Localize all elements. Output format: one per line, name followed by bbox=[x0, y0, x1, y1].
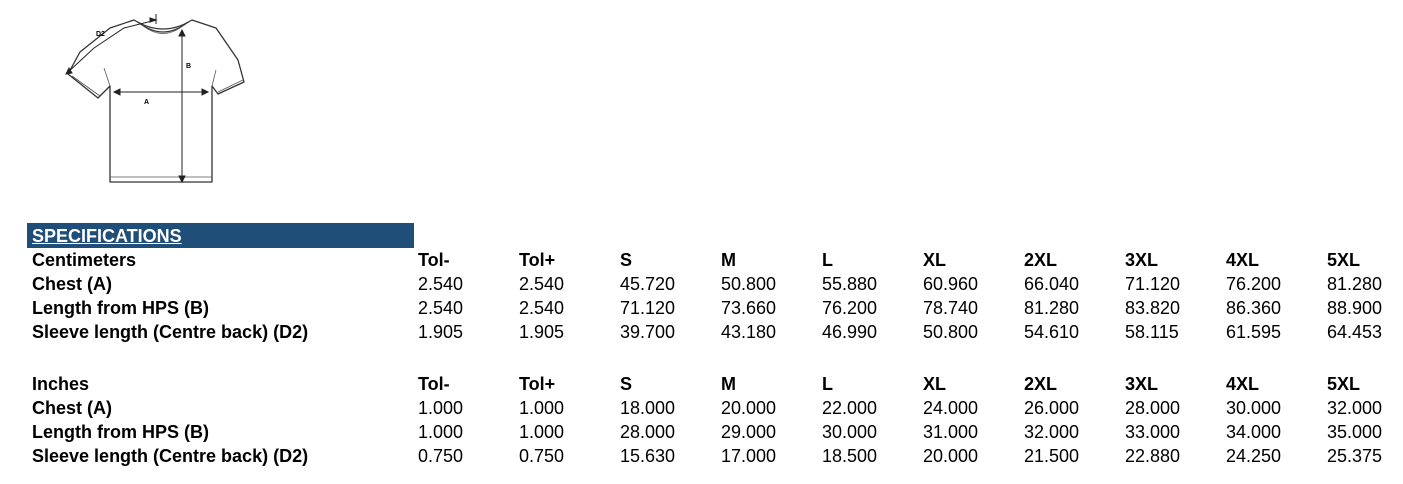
table-cell: 28.000 bbox=[1125, 398, 1181, 418]
column-header: XL bbox=[923, 374, 947, 394]
column-header: 5XL bbox=[1327, 374, 1361, 394]
table-cell: 73.660 bbox=[721, 298, 777, 318]
table-cell: 25.375 bbox=[1327, 446, 1383, 466]
column-header: S bbox=[620, 250, 633, 270]
table-cell: 32.000 bbox=[1024, 422, 1080, 442]
table-cell: 22.000 bbox=[822, 398, 878, 418]
specifications-header bbox=[27, 223, 414, 248]
table-cell: 1.000 bbox=[418, 422, 464, 442]
row-label: Chest (A) bbox=[32, 274, 112, 294]
column-header: 4XL bbox=[1226, 250, 1260, 270]
table-row bbox=[0, 320, 1403, 344]
tshirt-outline bbox=[68, 20, 244, 182]
column-header: 5XL bbox=[1327, 250, 1361, 270]
unit-label-in: Inches bbox=[32, 374, 90, 394]
table-cell: 30.000 bbox=[822, 422, 878, 442]
table-cell: 34.000 bbox=[1226, 422, 1282, 442]
table-cell: 24.000 bbox=[923, 398, 979, 418]
table-row bbox=[0, 396, 1403, 420]
table-cell: 17.000 bbox=[721, 446, 777, 466]
table-cell: 64.453 bbox=[1327, 322, 1383, 342]
table-cell: 2.540 bbox=[519, 298, 565, 318]
table-cell: 78.740 bbox=[923, 298, 979, 318]
table-cell: 20.000 bbox=[721, 398, 777, 418]
table-cell: 83.820 bbox=[1125, 298, 1181, 318]
table-cell: 31.000 bbox=[923, 422, 979, 442]
table-cell: 15.630 bbox=[620, 446, 676, 466]
label-d2: D2 bbox=[96, 31, 105, 38]
row-label: Length from HPS (B) bbox=[32, 298, 209, 318]
table-cell: 60.960 bbox=[923, 274, 979, 294]
table-cell: 2.540 bbox=[418, 274, 464, 294]
row-label: Sleeve length (Centre back) (D2) bbox=[32, 322, 309, 342]
column-header: 2XL bbox=[1024, 374, 1058, 394]
table-cell: 0.750 bbox=[418, 446, 464, 466]
table-cell: 55.880 bbox=[822, 274, 878, 294]
table-cell: 1.000 bbox=[418, 398, 464, 418]
table-cell: 39.700 bbox=[620, 322, 676, 342]
column-header: S bbox=[620, 374, 633, 394]
table-cell: 1.000 bbox=[519, 398, 565, 418]
table-cell: 1.905 bbox=[519, 322, 565, 342]
table-cell: 1.905 bbox=[418, 322, 464, 342]
specifications-title: SPECIFICATIONS bbox=[32, 226, 182, 246]
label-a: A bbox=[144, 99, 150, 106]
table-row bbox=[0, 444, 1403, 468]
tshirt-measurement-diagram bbox=[58, 12, 258, 190]
table-cell: 81.280 bbox=[1327, 274, 1383, 294]
table-cell: 54.610 bbox=[1024, 322, 1080, 342]
column-header: 3XL bbox=[1125, 250, 1159, 270]
column-header: Tol- bbox=[418, 374, 450, 394]
label-b: B bbox=[186, 63, 192, 70]
table-cell: 22.880 bbox=[1125, 446, 1181, 466]
table-cell: 33.000 bbox=[1125, 422, 1181, 442]
unit-label-cm: Centimeters bbox=[32, 250, 137, 270]
table-cell: 21.500 bbox=[1024, 446, 1080, 466]
table-cell: 2.540 bbox=[418, 298, 464, 318]
table-cell: 76.200 bbox=[822, 298, 878, 318]
table-cell: 1.000 bbox=[519, 422, 565, 442]
column-header: 2XL bbox=[1024, 250, 1058, 270]
table-cell: 61.595 bbox=[1226, 322, 1282, 342]
table-cell: 18.000 bbox=[620, 398, 676, 418]
table-cell: 18.500 bbox=[822, 446, 878, 466]
table-cell: 35.000 bbox=[1327, 422, 1383, 442]
column-header: Tol- bbox=[418, 250, 450, 270]
table-header-cm bbox=[0, 248, 1403, 272]
row-label: Length from HPS (B) bbox=[32, 422, 209, 442]
table-row bbox=[0, 420, 1403, 444]
column-header: 3XL bbox=[1125, 374, 1159, 394]
table-row bbox=[0, 272, 1403, 296]
table-cell: 24.250 bbox=[1226, 446, 1282, 466]
table-cell: 28.000 bbox=[620, 422, 676, 442]
column-header: M bbox=[721, 250, 736, 270]
table-cell: 50.800 bbox=[721, 274, 777, 294]
table-cell: 30.000 bbox=[1226, 398, 1282, 418]
table-cell: 32.000 bbox=[1327, 398, 1383, 418]
column-header: Tol+ bbox=[519, 250, 556, 270]
table-cell: 50.800 bbox=[923, 322, 979, 342]
table-cell: 71.120 bbox=[620, 298, 676, 318]
table-header-in bbox=[0, 372, 1403, 396]
table-cell: 20.000 bbox=[923, 446, 979, 466]
column-header: L bbox=[822, 374, 833, 394]
table-cell: 58.115 bbox=[1125, 322, 1179, 342]
table-cell: 81.280 bbox=[1024, 298, 1080, 318]
column-header: M bbox=[721, 374, 736, 394]
table-cell: 26.000 bbox=[1024, 398, 1080, 418]
column-header: Tol+ bbox=[519, 374, 556, 394]
row-label: Sleeve length (Centre back) (D2) bbox=[32, 446, 309, 466]
table-cell: 86.360 bbox=[1226, 298, 1282, 318]
row-label: Chest (A) bbox=[32, 398, 112, 418]
table-cell: 71.120 bbox=[1125, 274, 1181, 294]
column-header: 4XL bbox=[1226, 374, 1260, 394]
table-cell: 46.990 bbox=[822, 322, 878, 342]
table-cell: 0.750 bbox=[519, 446, 565, 466]
table-row bbox=[0, 296, 1403, 320]
table-cell: 66.040 bbox=[1024, 274, 1080, 294]
column-header: XL bbox=[923, 250, 947, 270]
column-header: L bbox=[822, 250, 833, 270]
table-cell: 76.200 bbox=[1226, 274, 1282, 294]
table-cell: 45.720 bbox=[620, 274, 676, 294]
table-cell: 88.900 bbox=[1327, 298, 1383, 318]
table-cell: 29.000 bbox=[721, 422, 777, 442]
table-cell: 2.540 bbox=[519, 274, 565, 294]
table-cell: 43.180 bbox=[721, 322, 777, 342]
